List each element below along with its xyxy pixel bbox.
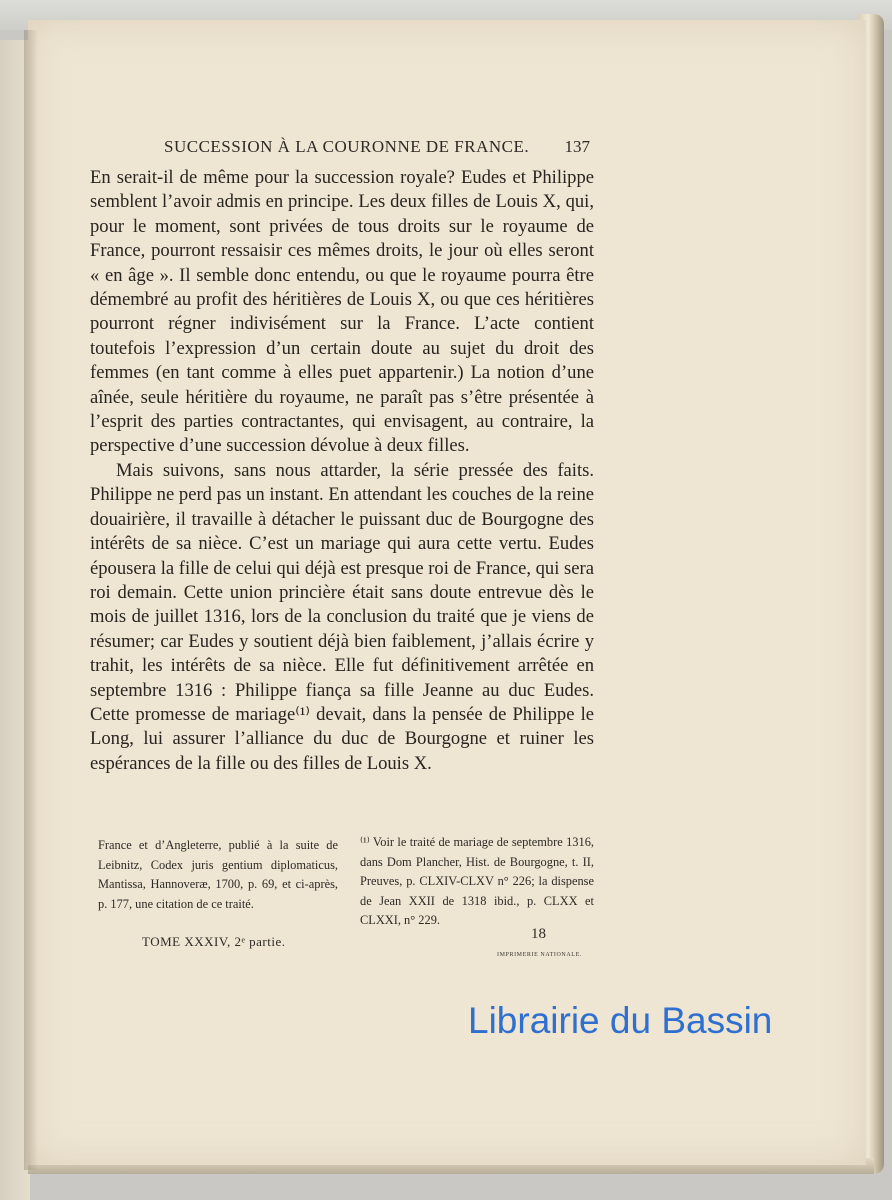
printer-imprint: IMPRIMERIE NATIONALE. — [497, 952, 582, 958]
body-text — [90, 166, 594, 776]
footnote-continuation — [98, 836, 338, 914]
running-head — [164, 137, 594, 161]
footnote-text: France et d’Angleterre, publié à la suite de Leibnitz, Codex juris gentium diplomaticus, Mantissa, Hannoveræ, 1700, p. 69, et ci-après, p. 177, une citation de ce traité. — [98, 838, 338, 911]
gathering-number: 18 — [531, 926, 546, 942]
paragraph: Mais suivons, sans nous attarder, la série pressée des faits. Philippe ne perd pas un instant. En attendant les couches de la reine douairière, il travaille à détacher le puissant duc de Bourgogne des intérêts de sa nièce. C’est un mariage qui aura cette vertu. Eudes épousera la fille de celui qui déjà est presque roi de France, qui sera roi demain. Cette union princière était sans doute entrevue dès le mois de juillet 1316, lors de la conclusion du traité que je viens de résumer; car Eudes y soutient déjà bien faiblement, j’allais écrire y trahit, les intérêts de sa nièce. Elle fut définitivement arrêtée en septembre 1316 : Philippe fiança sa fille Jeanne au duc Eudes. Cette promesse de mariage⁽¹⁾ devait, dans la pensée de Philippe le Long, lui assurer l’alliance du duc de Bourgogne et ruiner les espérances de la fille ou des filles de Louis X. — [90, 459, 594, 774]
paragraph: En serait-il de même pour la succession royale? Eudes et Philippe semblent l’avoir admis en principe. Les deux filles de Louis X, qui, pour le moment, sont privées de tous droits sur le royaume de France, pourront ressaisir ces mêmes droits, le jour où elles seront « en âge ». Il semble donc entendu, ou que le royaume pourra être démembré au profit des héritières de Louis X, ou que ces héritières pourront régner indivisément sur la France. L’acte contient toutefois l’expression d’un certain doute au sujet du droit des femmes (en tant comme à elles puet appartenir.) La notion d’une aînée, seule héritière du royaume, ne paraît pas s’être présentée à l’esprit des parties contractantes, qui envisagent, au contraire, la perspective d’une succession dévolue à deux filles. — [90, 167, 594, 457]
seller-watermark: Librairie du Bassin — [468, 1000, 773, 1041]
footnote-1 — [360, 833, 594, 931]
page-number: 137 — [564, 137, 590, 156]
footnote-text: ⁽¹⁾ Voir le traité de mariage de septembre 1316, dans Dom Plancher, Hist. de Bourgogne, t. II, Preuves, p. CLXIV-CLXV n° 226; la dispense de Jean XXII de 1318 ibid., p. CLXX et CLXXI, n° 229. — [360, 835, 594, 928]
gutter-shadow — [24, 30, 38, 1170]
volume-signature: TOME XXXIV, 2ᵉ partie. — [142, 934, 286, 949]
running-head-title: SUCCESSION À LA COURONNE DE FRANCE. — [164, 137, 530, 156]
